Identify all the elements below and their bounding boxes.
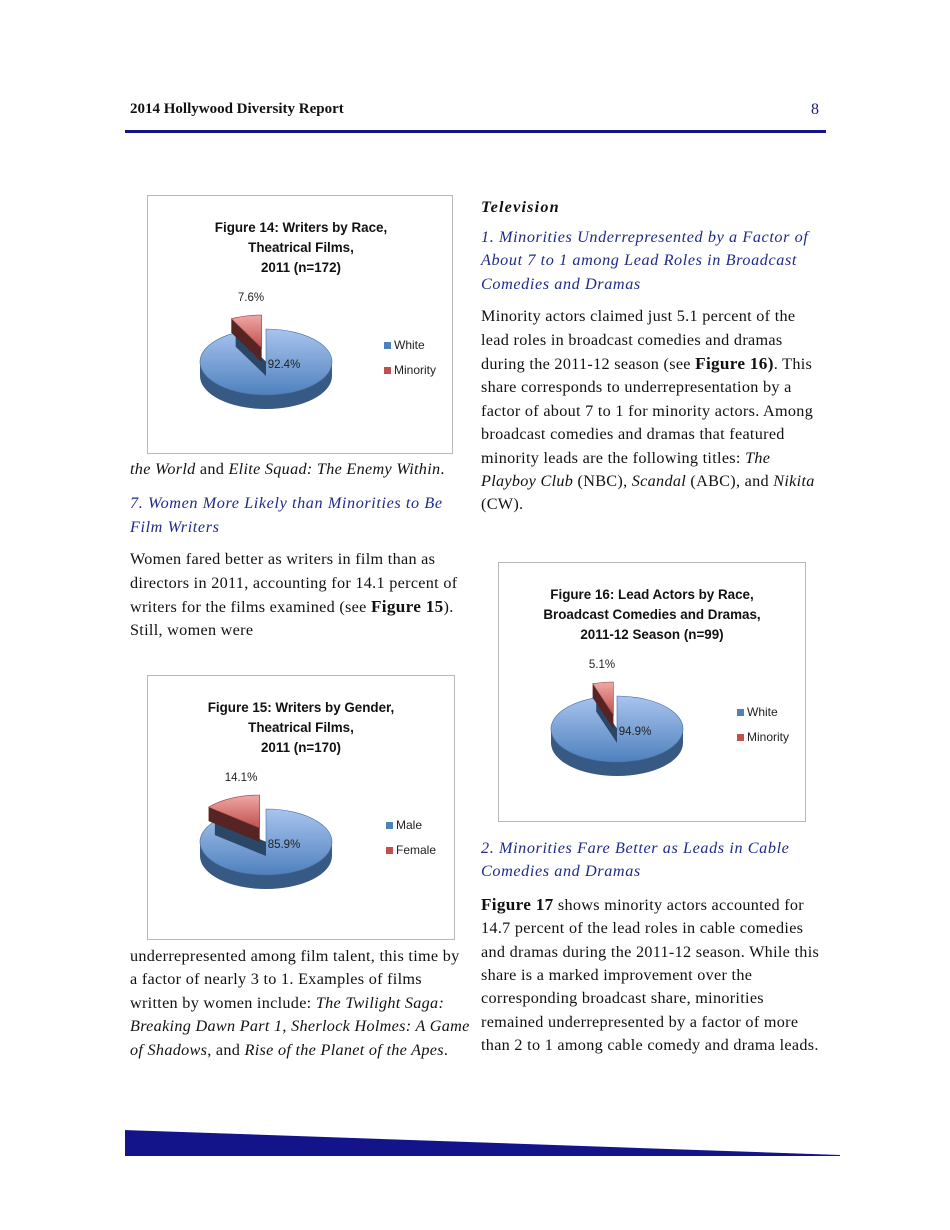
header-rule: [125, 130, 826, 133]
data-label-major: 94.9%: [618, 726, 652, 738]
show-title: Nikita: [773, 472, 815, 491]
figure-15-chart: [147, 675, 455, 940]
legend-swatch-female: [386, 847, 393, 854]
legend-swatch-minority: [384, 367, 391, 374]
page-number: 8: [811, 101, 819, 118]
figure-14-chart: [147, 195, 453, 454]
chart-title-line: Figure 15: Writers by Gender,: [207, 700, 395, 715]
legend-label-white: White: [747, 705, 778, 719]
text-span: shows minority actors accounted for 14.7 percent of the lead roles in cable comedies and dramas during the 2011-12 season. While this share is a marked improvement over the corresponding broadcast share, minorities remained underrepresented by a factor of more than 2 to 1 among cable comedy and drama leads.: [481, 895, 820, 1055]
legend-label-male: Male: [396, 818, 423, 832]
section-2-heading: 2. Minorities Fare Better as Leads in Cable Comedies and Dramas: [481, 839, 790, 881]
text-span: .: [440, 460, 445, 478]
text-span: ,: [282, 1017, 292, 1036]
figure-16-svg: [499, 563, 805, 821]
film-title: the World: [130, 460, 196, 478]
figure-reference: Figure 15: [370, 597, 444, 617]
chart-title-line: 2011 (n=170): [260, 740, 342, 755]
section-1-heading: 1. Minorities Underrepresented by a Factor of About 7 to 1 among Lead Roles in Broadcast Comedies and Dramas: [481, 228, 809, 293]
legend-label-white: White: [394, 338, 425, 352]
legend-label-minority: Minority: [747, 730, 790, 744]
chart-title-line: Theatrical Films,: [248, 240, 354, 255]
text-span: Minority actors claimed just 5.1 percent of the lead roles in broadcast comedies and dramas during the 2011-12 season (see: [481, 307, 796, 374]
section-2-paragraph: [481, 893, 826, 1058]
text-span: underrepresented among film talent, this time by a factor of nearly 3 to 1. Examples of films written by women include:: [130, 947, 460, 1012]
film-title: Rise of the Planet of the Apes: [244, 1040, 444, 1059]
text-span: ). Still, women were: [130, 598, 454, 640]
text-span: (NBC),: [573, 472, 632, 491]
data-label-minor: 5.1%: [588, 659, 616, 671]
left-column: [130, 458, 460, 643]
legend-swatch-minority: [737, 734, 744, 741]
section-7-paragraph-continued: [130, 945, 470, 1062]
legend-label-minority: Minority: [394, 363, 437, 377]
text-span: . This share corresponds to underrepresentation by a factor of about 7 to 1 for minority actors. Among broadcast comedies and dramas that featured minority leads are the following titles:: [481, 355, 814, 467]
text-span: , and: [207, 1040, 245, 1059]
text-span: (CW).: [481, 495, 524, 514]
text-span: Women fared better as writers in film than as directors in 2011, accounting for 14.1 percent of writers for the films examined (see: [130, 550, 458, 617]
figure-16-chart: [498, 562, 806, 822]
data-label-minor: 14.1%: [224, 772, 258, 784]
text-span: and: [195, 460, 229, 478]
show-title: The Playboy Club: [481, 448, 771, 491]
chart-title-line: Figure 16: Lead Actors by Race,: [550, 587, 754, 602]
left-column-lower: [130, 945, 470, 1062]
continuation-paragraph: [130, 458, 460, 481]
right-column: [481, 198, 826, 517]
chart-title-line: Figure 14: Writers by Race,: [214, 220, 388, 235]
figure-14-svg: [148, 196, 452, 453]
right-column-lower: [481, 837, 826, 1058]
film-title: Elite Squad: The Enemy Within: [228, 460, 441, 478]
section-7-heading: 7. Women More Likely than Minorities to Be Film Writers: [130, 494, 443, 536]
report-title: 2014 Hollywood Diversity Report: [130, 101, 344, 117]
figure-reference: Figure 17: [481, 894, 554, 914]
section-1-paragraph: [481, 305, 826, 517]
show-title: Scandal: [631, 472, 687, 491]
legend-label-female: Female: [396, 843, 437, 857]
legend-swatch-white: [384, 342, 391, 349]
figure-15-svg: [148, 676, 454, 939]
chart-title-line: 2011-12 Season (n=99): [580, 627, 724, 642]
film-title: The Twilight Saga: Breaking Dawn Part 1: [130, 993, 445, 1036]
data-label-major: 92.4%: [267, 359, 301, 371]
text-span: .: [443, 1040, 449, 1059]
figure-reference: Figure 16): [695, 354, 774, 374]
data-label-minor: 7.6%: [237, 292, 265, 304]
film-title: Sherlock Holmes: A Game of Shadows: [130, 1017, 470, 1059]
text-span: (ABC), and: [686, 472, 774, 491]
chart-title-line: 2011 (n=172): [260, 260, 342, 275]
chart-title-line: Broadcast Comedies and Dramas,: [543, 607, 761, 622]
footer-band: [125, 1130, 840, 1158]
section-7-paragraph: [130, 548, 460, 643]
legend-swatch-male: [386, 822, 393, 829]
television-section-title: Television: [481, 198, 560, 216]
chart-title-line: Theatrical Films,: [248, 720, 354, 735]
data-label-major: 85.9%: [267, 839, 301, 851]
legend-swatch-white: [737, 709, 744, 716]
